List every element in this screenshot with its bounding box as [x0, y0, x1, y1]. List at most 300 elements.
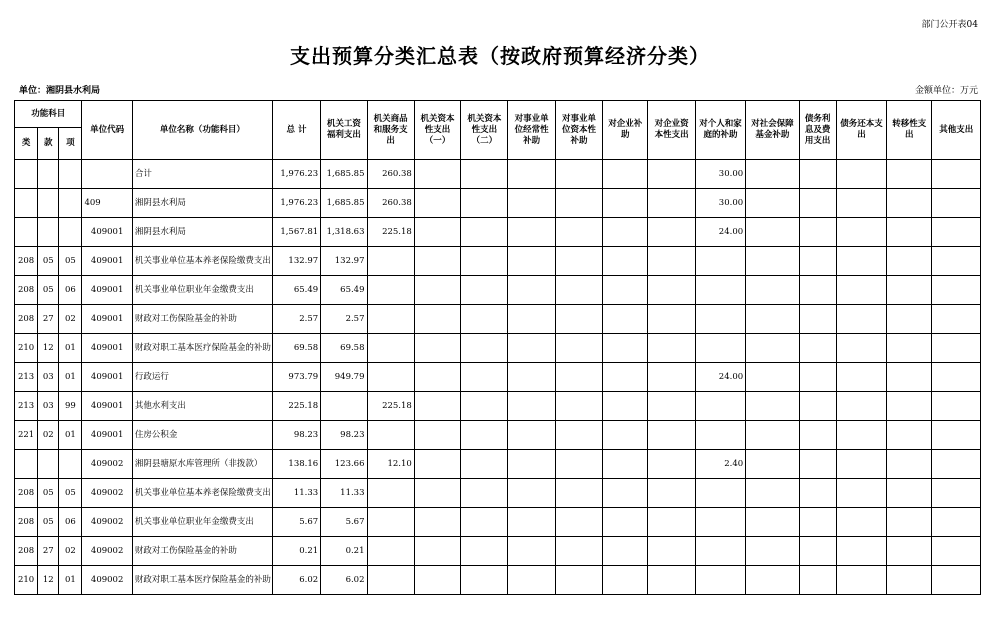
header-col3: 机关资本性支出（一） — [414, 101, 460, 160]
cell-col9 — [695, 276, 745, 305]
cell-col4 — [461, 160, 508, 189]
cell-col10 — [746, 392, 799, 421]
cell-col11 — [799, 334, 836, 363]
cell-col14 — [932, 537, 981, 566]
cell-col10 — [746, 305, 799, 334]
cell-col10 — [746, 566, 799, 595]
cell-col3 — [414, 247, 460, 276]
table-row — [15, 421, 981, 450]
cell-col14 — [932, 566, 981, 595]
cell-xiang: 02 — [59, 305, 82, 334]
cell-kuan: 05 — [38, 508, 59, 537]
cell-total: 1,976.23 — [272, 189, 320, 218]
cell-xiang: 99 — [59, 392, 82, 421]
cell-kuan: 12 — [38, 566, 59, 595]
table-number-label: 部门公开表04 — [921, 20, 978, 30]
cell-col2 — [367, 276, 414, 305]
cell-unit-code: 409001 — [82, 218, 132, 247]
cell-unit-code — [82, 160, 132, 189]
cell-col7 — [603, 450, 648, 479]
cell-col5 — [508, 508, 555, 537]
cell-col10 — [746, 450, 799, 479]
table-row — [15, 276, 981, 305]
cell-col14 — [932, 305, 981, 334]
cell-col10 — [746, 334, 799, 363]
cell-col8 — [648, 305, 695, 334]
cell-col6 — [555, 363, 602, 392]
cell-col13 — [887, 421, 932, 450]
cell-col8 — [648, 479, 695, 508]
cell-col9 — [695, 566, 745, 595]
header-col8: 对企业资本性支出 — [648, 101, 695, 160]
cell-col14 — [932, 421, 981, 450]
table-row — [15, 334, 981, 363]
cell-col13 — [887, 276, 932, 305]
cell-col2 — [367, 421, 414, 450]
cell-col2: 260.38 — [367, 160, 414, 189]
cell-col13 — [887, 189, 932, 218]
cell-col9 — [695, 305, 745, 334]
cell-col13 — [887, 218, 932, 247]
cell-lei: 210 — [15, 334, 38, 363]
cell-col6 — [555, 450, 602, 479]
table-row — [15, 392, 981, 421]
cell-col11 — [799, 247, 836, 276]
cell-col3 — [414, 305, 460, 334]
cell-col6 — [555, 189, 602, 218]
cell-col10 — [746, 363, 799, 392]
cell-col12 — [836, 450, 886, 479]
cell-unit-name: 住房公积金 — [132, 421, 272, 450]
cell-col9: 2.40 — [695, 450, 745, 479]
cell-col5 — [508, 450, 555, 479]
cell-col9: 24.00 — [695, 363, 745, 392]
cell-kuan: 02 — [38, 421, 59, 450]
header-col2: 机关商品和服务支出 — [367, 101, 414, 160]
cell-col13 — [887, 363, 932, 392]
cell-col9: 24.00 — [695, 218, 745, 247]
cell-xiang — [59, 218, 82, 247]
cell-xiang: 02 — [59, 537, 82, 566]
cell-lei: 208 — [15, 537, 38, 566]
cell-lei: 208 — [15, 479, 38, 508]
table-row — [15, 363, 981, 392]
cell-col2 — [367, 334, 414, 363]
cell-unit-code: 409002 — [82, 537, 132, 566]
cell-xiang: 06 — [59, 508, 82, 537]
cell-col12 — [836, 160, 886, 189]
cell-col1: 0.21 — [321, 537, 367, 566]
cell-col10 — [746, 160, 799, 189]
cell-kuan: 03 — [38, 363, 59, 392]
cell-col12 — [836, 537, 886, 566]
cell-col9 — [695, 421, 745, 450]
cell-col1: 132.97 — [321, 247, 367, 276]
cell-xiang: 01 — [59, 566, 82, 595]
cell-col8 — [648, 537, 695, 566]
cell-col2 — [367, 566, 414, 595]
cell-col6 — [555, 508, 602, 537]
cell-unit-name: 机关事业单位职业年金缴费支出 — [132, 508, 272, 537]
cell-col8 — [648, 218, 695, 247]
cell-col2: 12.10 — [367, 450, 414, 479]
cell-col1: 1,685.85 — [321, 160, 367, 189]
cell-col14 — [932, 363, 981, 392]
cell-col4 — [461, 218, 508, 247]
header-col5: 对事业单位经常性补助 — [508, 101, 555, 160]
cell-unit-code: 409001 — [82, 392, 132, 421]
cell-col3 — [414, 566, 460, 595]
table-row — [15, 566, 981, 595]
cell-col9 — [695, 537, 745, 566]
header-col13: 转移性支出 — [887, 101, 932, 160]
cell-col5 — [508, 276, 555, 305]
page-title: 支出预算分类汇总表（按政府预算经济分类） — [290, 44, 710, 68]
cell-col14 — [932, 479, 981, 508]
cell-unit-name: 行政运行 — [132, 363, 272, 392]
cell-col5 — [508, 160, 555, 189]
cell-col1: 5.67 — [321, 508, 367, 537]
cell-unit-code: 409 — [82, 189, 132, 218]
cell-col12 — [836, 247, 886, 276]
cell-col5 — [508, 363, 555, 392]
cell-lei — [15, 218, 38, 247]
cell-col7 — [603, 537, 648, 566]
cell-lei: 208 — [15, 247, 38, 276]
cell-total: 11.33 — [272, 479, 320, 508]
cell-col3 — [414, 421, 460, 450]
cell-col1: 98.23 — [321, 421, 367, 450]
cell-col8 — [648, 276, 695, 305]
cell-col1 — [321, 392, 367, 421]
cell-col8 — [648, 334, 695, 363]
cell-unit-name: 机关事业单位职业年金缴费支出 — [132, 276, 272, 305]
cell-col12 — [836, 276, 886, 305]
cell-total: 132.97 — [272, 247, 320, 276]
cell-col14 — [932, 160, 981, 189]
cell-col12 — [836, 363, 886, 392]
cell-col2 — [367, 305, 414, 334]
cell-total: 5.67 — [272, 508, 320, 537]
cell-col7 — [603, 508, 648, 537]
cell-col5 — [508, 537, 555, 566]
header-unit-code: 单位代码 — [82, 101, 132, 160]
cell-col9 — [695, 247, 745, 276]
cell-col13 — [887, 537, 932, 566]
cell-col6 — [555, 537, 602, 566]
cell-col4 — [461, 421, 508, 450]
cell-kuan: 27 — [38, 305, 59, 334]
cell-total: 225.18 — [272, 392, 320, 421]
cell-unit-code: 409001 — [82, 334, 132, 363]
cell-col7 — [603, 392, 648, 421]
cell-total: 69.58 — [272, 334, 320, 363]
cell-kuan: 27 — [38, 537, 59, 566]
cell-col5 — [508, 479, 555, 508]
cell-unit-code: 409001 — [82, 276, 132, 305]
cell-unit-name: 湘阴县水利局 — [132, 189, 272, 218]
cell-col2 — [367, 537, 414, 566]
cell-col5 — [508, 392, 555, 421]
cell-unit-name: 机关事业单位基本养老保险缴费支出 — [132, 479, 272, 508]
cell-col3 — [414, 160, 460, 189]
table-row — [15, 305, 981, 334]
cell-col8 — [648, 450, 695, 479]
cell-col10 — [746, 508, 799, 537]
cell-col2: 260.38 — [367, 189, 414, 218]
cell-xiang — [59, 160, 82, 189]
cell-col9 — [695, 508, 745, 537]
cell-xiang — [59, 189, 82, 218]
cell-col4 — [461, 247, 508, 276]
cell-unit-name: 湘阴县水利局 — [132, 218, 272, 247]
cell-col12 — [836, 305, 886, 334]
cell-col6 — [555, 218, 602, 247]
cell-col10 — [746, 189, 799, 218]
cell-col4 — [461, 450, 508, 479]
cell-col13 — [887, 479, 932, 508]
cell-unit-code: 409002 — [82, 479, 132, 508]
cell-col8 — [648, 189, 695, 218]
cell-col3 — [414, 392, 460, 421]
cell-lei — [15, 160, 38, 189]
cell-col6 — [555, 334, 602, 363]
table-row — [15, 189, 981, 218]
cell-col11 — [799, 508, 836, 537]
cell-total: 1,976.23 — [272, 160, 320, 189]
cell-col4 — [461, 334, 508, 363]
cell-col8 — [648, 363, 695, 392]
cell-col4 — [461, 363, 508, 392]
cell-col5 — [508, 566, 555, 595]
cell-col2 — [367, 363, 414, 392]
cell-col7 — [603, 247, 648, 276]
cell-lei: 208 — [15, 305, 38, 334]
cell-col13 — [887, 392, 932, 421]
table-row — [15, 479, 981, 508]
cell-col11 — [799, 276, 836, 305]
cell-xiang: 05 — [59, 479, 82, 508]
cell-col6 — [555, 247, 602, 276]
cell-col11 — [799, 305, 836, 334]
cell-lei — [15, 450, 38, 479]
cell-col6 — [555, 392, 602, 421]
cell-kuan: 05 — [38, 276, 59, 305]
cell-lei: 221 — [15, 421, 38, 450]
cell-lei — [15, 189, 38, 218]
cell-col1: 11.33 — [321, 479, 367, 508]
header-lei: 类 — [15, 128, 38, 160]
cell-col14 — [932, 218, 981, 247]
cell-total: 973.79 — [272, 363, 320, 392]
cell-col14 — [932, 392, 981, 421]
header-col11: 债务利息及费用支出 — [799, 101, 836, 160]
cell-lei: 208 — [15, 508, 38, 537]
cell-col6 — [555, 421, 602, 450]
cell-col3 — [414, 189, 460, 218]
cell-col7 — [603, 305, 648, 334]
header-col14: 其他支出 — [932, 101, 981, 160]
cell-col3 — [414, 276, 460, 305]
cell-col14 — [932, 276, 981, 305]
cell-col3 — [414, 363, 460, 392]
cell-col1: 949.79 — [321, 363, 367, 392]
cell-lei: 210 — [15, 566, 38, 595]
cell-col14 — [932, 189, 981, 218]
cell-unit-code: 409002 — [82, 566, 132, 595]
cell-unit-code: 409001 — [82, 363, 132, 392]
cell-col4 — [461, 508, 508, 537]
cell-col5 — [508, 247, 555, 276]
cell-col6 — [555, 566, 602, 595]
cell-col5 — [508, 421, 555, 450]
cell-col7 — [603, 334, 648, 363]
cell-col12 — [836, 479, 886, 508]
header-unit-name: 单位名称（功能科目） — [132, 101, 272, 160]
cell-unit-name: 财政对工伤保险基金的补助 — [132, 305, 272, 334]
cell-col2: 225.18 — [367, 392, 414, 421]
cell-col1: 69.58 — [321, 334, 367, 363]
cell-unit-code: 409001 — [82, 247, 132, 276]
cell-col3 — [414, 218, 460, 247]
cell-col7 — [603, 276, 648, 305]
table-row — [15, 218, 981, 247]
cell-col11 — [799, 189, 836, 218]
cell-col2 — [367, 247, 414, 276]
cell-col8 — [648, 160, 695, 189]
cell-xiang: 01 — [59, 363, 82, 392]
cell-col1: 6.02 — [321, 566, 367, 595]
cell-total: 0.21 — [272, 537, 320, 566]
table-row — [15, 247, 981, 276]
header-col6: 对事业单位资本性补助 — [555, 101, 602, 160]
cell-col7 — [603, 479, 648, 508]
cell-col3 — [414, 450, 460, 479]
cell-col4 — [461, 189, 508, 218]
cell-col4 — [461, 305, 508, 334]
cell-col13 — [887, 334, 932, 363]
cell-col6 — [555, 276, 602, 305]
cell-col4 — [461, 566, 508, 595]
cell-col10 — [746, 247, 799, 276]
cell-col7 — [603, 189, 648, 218]
header-col9: 对个人和家庭的补助 — [695, 101, 745, 160]
cell-col12 — [836, 392, 886, 421]
cell-col9: 30.00 — [695, 189, 745, 218]
cell-col14 — [932, 334, 981, 363]
cell-col2: 225.18 — [367, 218, 414, 247]
cell-col4 — [461, 392, 508, 421]
cell-xiang: 01 — [59, 334, 82, 363]
cell-col3 — [414, 479, 460, 508]
cell-col3 — [414, 537, 460, 566]
cell-col9 — [695, 392, 745, 421]
cell-col1: 1,318.63 — [321, 218, 367, 247]
cell-col14 — [932, 508, 981, 537]
cell-kuan — [38, 160, 59, 189]
cell-col12 — [836, 421, 886, 450]
cell-kuan: 05 — [38, 479, 59, 508]
cell-kuan: 05 — [38, 247, 59, 276]
cell-col5 — [508, 305, 555, 334]
header-col1: 机关工资福利支出 — [321, 101, 367, 160]
cell-col2 — [367, 479, 414, 508]
cell-col13 — [887, 508, 932, 537]
cell-lei: 213 — [15, 392, 38, 421]
table-row — [15, 160, 981, 189]
cell-unit-name: 合计 — [132, 160, 272, 189]
cell-unit-code: 409001 — [82, 305, 132, 334]
cell-col10 — [746, 421, 799, 450]
cell-kuan — [38, 218, 59, 247]
cell-col10 — [746, 276, 799, 305]
cell-col6 — [555, 479, 602, 508]
header-col7: 对企业补助 — [603, 101, 648, 160]
cell-col3 — [414, 508, 460, 537]
cell-col4 — [461, 479, 508, 508]
cell-col11 — [799, 421, 836, 450]
cell-col9 — [695, 479, 745, 508]
cell-col11 — [799, 160, 836, 189]
cell-col7 — [603, 566, 648, 595]
cell-col14 — [932, 450, 981, 479]
cell-col10 — [746, 479, 799, 508]
cell-col8 — [648, 247, 695, 276]
cell-kuan — [38, 450, 59, 479]
unit-label: 单位：湘阴县水利局 — [19, 86, 101, 96]
cell-col8 — [648, 421, 695, 450]
cell-col11 — [799, 566, 836, 595]
cell-col13 — [887, 450, 932, 479]
table-row — [15, 508, 981, 537]
cell-col5 — [508, 334, 555, 363]
cell-col12 — [836, 334, 886, 363]
cell-unit-name: 财政对职工基本医疗保险基金的补助 — [132, 566, 272, 595]
expenditure-table — [14, 100, 981, 595]
cell-unit-name: 其他水利支出 — [132, 392, 272, 421]
cell-col11 — [799, 450, 836, 479]
table-row — [15, 537, 981, 566]
cell-col12 — [836, 566, 886, 595]
cell-col10 — [746, 218, 799, 247]
cell-total: 6.02 — [272, 566, 320, 595]
cell-col12 — [836, 218, 886, 247]
header-col10: 对社会保障基金补助 — [746, 101, 799, 160]
cell-col14 — [932, 247, 981, 276]
cell-col11 — [799, 537, 836, 566]
cell-col13 — [887, 305, 932, 334]
cell-total: 2.57 — [272, 305, 320, 334]
header-col4: 机关资本性支出（二） — [461, 101, 508, 160]
cell-kuan: 03 — [38, 392, 59, 421]
cell-xiang: 01 — [59, 421, 82, 450]
cell-col6 — [555, 305, 602, 334]
cell-lei: 208 — [15, 276, 38, 305]
cell-col11 — [799, 392, 836, 421]
cell-col9: 30.00 — [695, 160, 745, 189]
cell-lei: 213 — [15, 363, 38, 392]
cell-unit-code: 409002 — [82, 450, 132, 479]
cell-xiang — [59, 450, 82, 479]
cell-col9 — [695, 334, 745, 363]
header-col12: 债务还本支出 — [836, 101, 886, 160]
cell-col5 — [508, 218, 555, 247]
header-func-subject: 功能科目 — [15, 101, 82, 128]
cell-col12 — [836, 508, 886, 537]
cell-kuan — [38, 189, 59, 218]
cell-col11 — [799, 363, 836, 392]
cell-col4 — [461, 537, 508, 566]
